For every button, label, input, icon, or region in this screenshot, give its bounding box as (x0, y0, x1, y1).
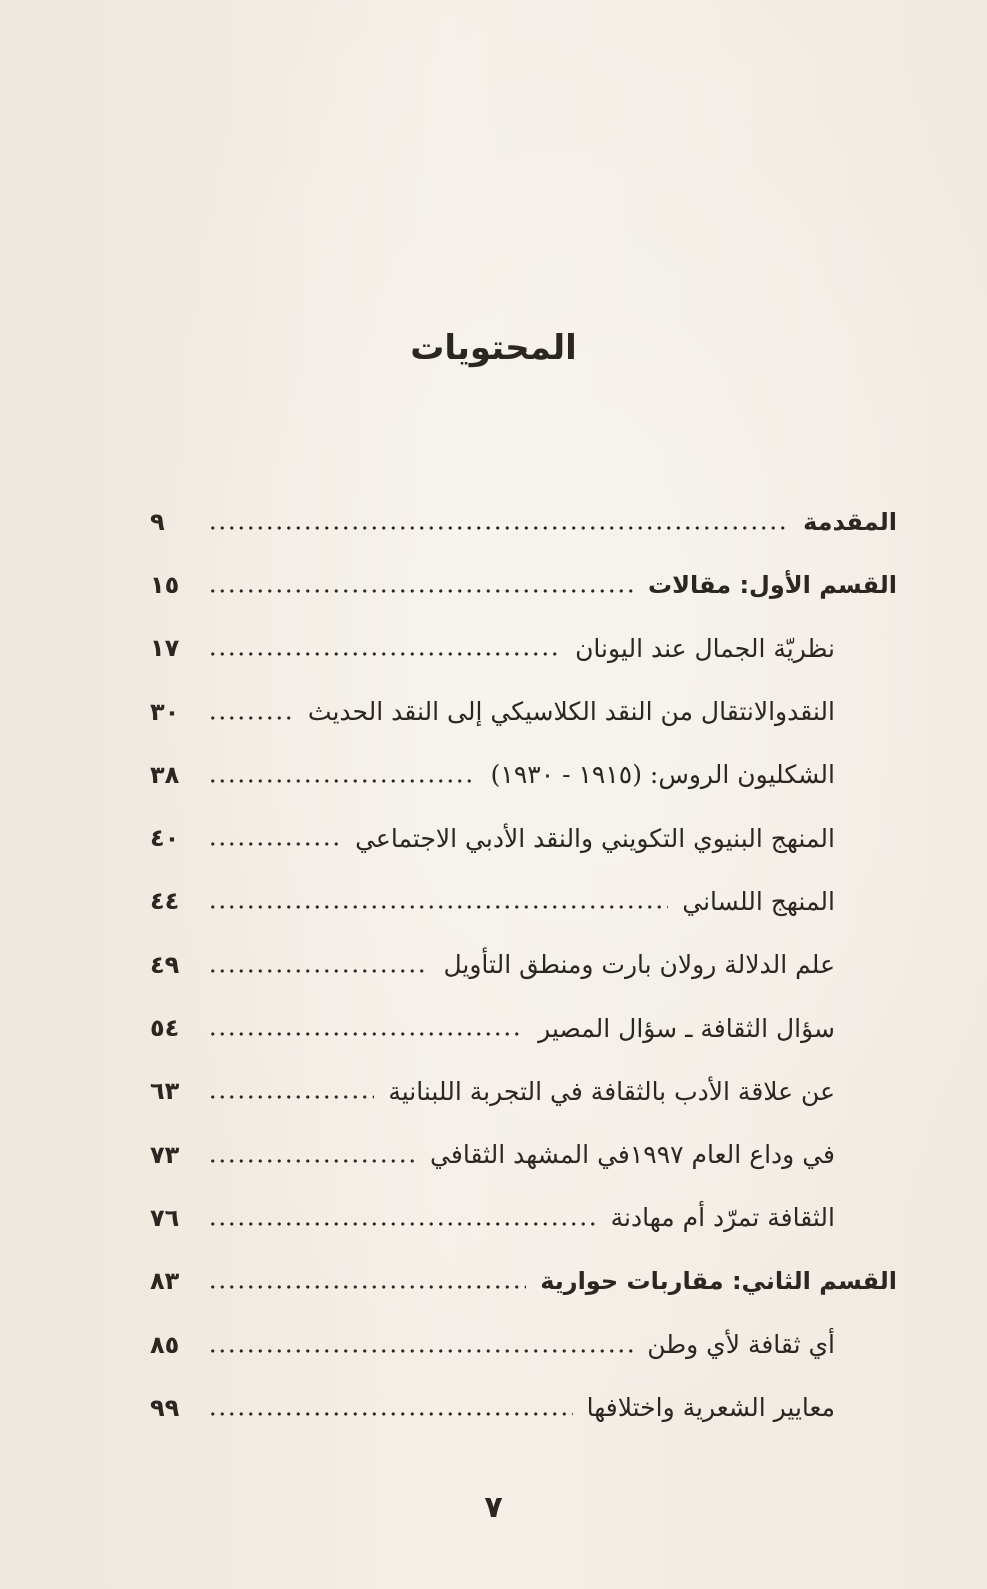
toc-entry (150, 1123, 897, 1186)
contents-heading: المحتويات (410, 328, 577, 368)
dot-leader (208, 1349, 633, 1353)
toc-entry-page: ٧٣ (150, 1140, 180, 1169)
dot-leader (208, 969, 429, 973)
toc-entry-title: النقدوالانتقال من النقد الكلاسيكي إلى النقد الحديث (307, 697, 835, 727)
toc-entry-title: سؤال الثقافة ـ سؤال المصير (538, 1013, 835, 1043)
toc-entry (150, 1060, 897, 1123)
toc-entry (150, 1186, 897, 1249)
toc-entry-page: ٣٨ (150, 760, 180, 789)
toc-entry-title: عن علاقة الأدب بالثقافة في التجربة اللبنانية (388, 1076, 835, 1106)
toc-entry-title: أي ثقافة لأي وطن (647, 1330, 835, 1359)
toc-entry-title: في وداع العام ١٩٩٧في المشهد الثقافي (430, 1140, 835, 1170)
toc-section-entry (150, 490, 897, 553)
toc-entry (150, 806, 897, 869)
toc-entry-page: ٣٠ (150, 697, 180, 726)
toc-entry-title: الثقافة تمرّد أم مهادنة (610, 1203, 835, 1233)
dot-leader (208, 842, 341, 846)
toc-section-entry (150, 553, 897, 616)
dot-leader (208, 526, 789, 530)
toc-entry-title: علم الدلالة رولان بارت ومنطق التأويل (443, 950, 835, 980)
toc-entry-title: المنهج اللساني (682, 886, 835, 916)
dot-leader (208, 1285, 526, 1289)
toc-entry-page: ١٥ (150, 570, 180, 599)
dot-leader (208, 1159, 416, 1163)
toc-entry-page: ١٧ (150, 634, 180, 663)
toc-entry-page: ٤٩ (150, 950, 180, 979)
toc-entry (150, 1376, 897, 1439)
toc-entry-page: ٨٥ (150, 1330, 180, 1359)
toc-entry-title: معايير الشعرية واختلافها (586, 1393, 835, 1423)
toc-entry (150, 743, 897, 806)
dot-leader (208, 1222, 597, 1226)
table-of-contents (150, 490, 897, 1439)
toc-entry-page: ٦٣ (150, 1077, 180, 1106)
dot-leader (208, 1095, 374, 1099)
toc-entry-page: ٤٠ (150, 824, 180, 853)
toc-entry (150, 617, 897, 680)
toc-entry-page: ٨٣ (150, 1267, 180, 1296)
toc-entry (150, 870, 897, 933)
toc-entry-page: ٩ (150, 507, 165, 536)
dot-leader (208, 716, 294, 720)
dot-leader (208, 1412, 573, 1416)
toc-entry-page: ٧٦ (150, 1203, 180, 1232)
toc-entry (150, 996, 897, 1059)
toc-entry-title: نظريّة الجمال عند اليونان (575, 633, 835, 663)
toc-entry-page: ٥٤ (150, 1014, 180, 1043)
toc-entry (150, 1313, 897, 1376)
dot-leader (208, 779, 477, 783)
toc-entry-page: ٩٩ (150, 1393, 180, 1422)
page-number: ٧ (484, 1490, 503, 1525)
toc-entry-title: المنهج البنيوي التكويني والنقد الأدبي الاجتماعي (355, 823, 835, 853)
toc-section-entry (150, 1250, 897, 1313)
dot-leader (208, 652, 561, 656)
toc-entry-title: القسم الأول: مقالات (647, 570, 897, 599)
toc-entry-title: القسم الثاني: مقاربات حوارية (540, 1267, 897, 1296)
toc-entry-page: ٤٤ (150, 887, 180, 916)
dot-leader (208, 1032, 524, 1036)
toc-entry (150, 933, 897, 996)
dot-leader (208, 905, 668, 909)
toc-entry-title: المقدمة (803, 507, 897, 536)
dot-leader (208, 589, 634, 593)
toc-entry-title: الشكليون الروس: (١٩١٥ - ١٩٣٠) (490, 760, 835, 790)
toc-entry (150, 680, 897, 743)
